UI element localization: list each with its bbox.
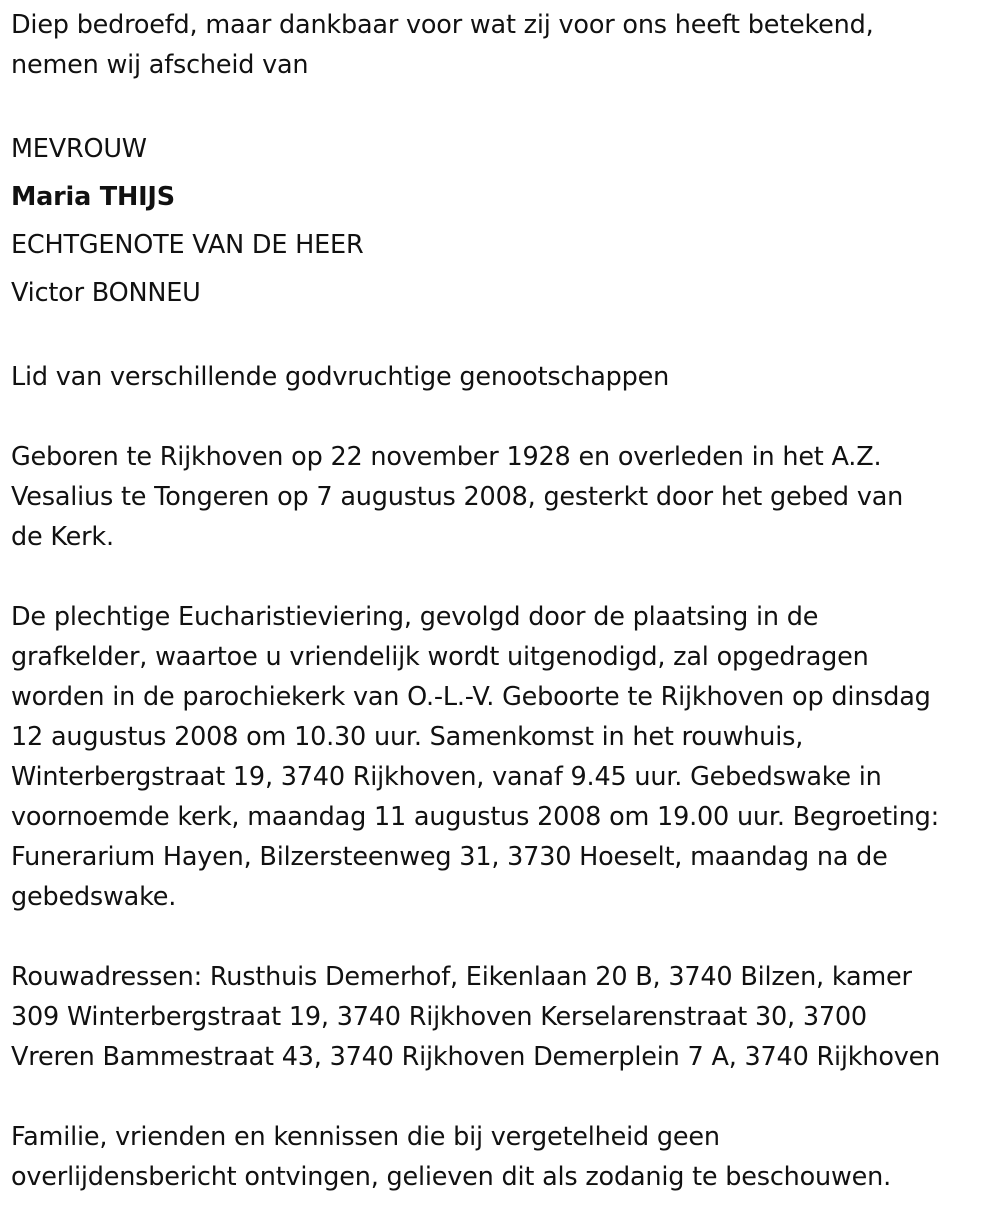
intro-line: Diep bedroefd, maar dankbaar voor wat zij voor ons heeft betekend, [11,10,874,40]
spacer [11,85,990,125]
address-line: Vreren Bammestraat 43, 3740 Rijkhoven Demerplein 7 A, 3740 Rijkhoven [11,1042,941,1072]
deceased-block [11,125,990,317]
birth-death-line: de Kerk. [11,522,114,552]
ceremony-line: Winterbergstraat 19, 3740 Rijkhoven, vanaf 9.45 uur. Gebedswake in [11,762,882,792]
deceased-name: Maria THIJS [11,182,175,212]
spacer [11,1077,990,1117]
intro-line: nemen wij afscheid van [11,50,309,80]
ceremony-line: De plechtige Eucharistieviering, gevolgd door de plaatsing in de [11,602,819,632]
ceremony-paragraph [11,597,990,917]
birth-death-paragraph [11,437,990,557]
intro-paragraph [11,5,990,85]
addresses-paragraph [11,957,990,1077]
spacer [11,557,990,597]
title-line: MEVROUW [11,134,147,164]
spacer [11,917,990,957]
closing-line: overlijdensbericht ontvingen, gelieven dit als zodanig te beschouwen. [11,1162,892,1192]
relation-line: ECHTGENOTE VAN DE HEER [11,230,364,260]
closing-line: Familie, vrienden en kennissen die bij vergetelheid geen [11,1122,720,1152]
membership-line: Lid van verschillende godvruchtige genootschappen [11,362,670,392]
spacer [11,317,990,357]
ceremony-line: gebedswake. [11,882,177,912]
membership-paragraph [11,357,990,397]
birth-death-line: Geboren te Rijkhoven op 22 november 1928 en overleden in het A.Z. [11,442,882,472]
closing-paragraph [11,1117,990,1197]
birth-death-line: Vesalius te Tongeren op 7 augustus 2008, gesterkt door het gebed van [11,482,904,512]
ceremony-line: 12 augustus 2008 om 10.30 uur. Samenkomst in het rouwhuis, [11,722,804,752]
spacer [11,397,990,437]
ceremony-line: Funerarium Hayen, Bilzersteenweg 31, 3730 Hoeselt, maandag na de [11,842,888,872]
ceremony-line: grafkelder, waartoe u vriendelijk wordt uitgenodigd, zal opgedragen [11,642,869,672]
spouse-name: Victor BONNEU [11,278,201,308]
address-line: Rouwadressen: Rusthuis Demerhof, Eikenlaan 20 B, 3740 Bilzen, kamer [11,962,912,992]
ceremony-line: worden in de parochiekerk van O.-L.-V. Geboorte te Rijkhoven op dinsdag [11,682,931,712]
ceremony-line: voornoemde kerk, maandag 11 augustus 2008 om 19.00 uur. Begroeting: [11,802,940,832]
address-line: 309 Winterbergstraat 19, 3740 Rijkhoven Kerselarenstraat 30, 3700 [11,1002,867,1032]
